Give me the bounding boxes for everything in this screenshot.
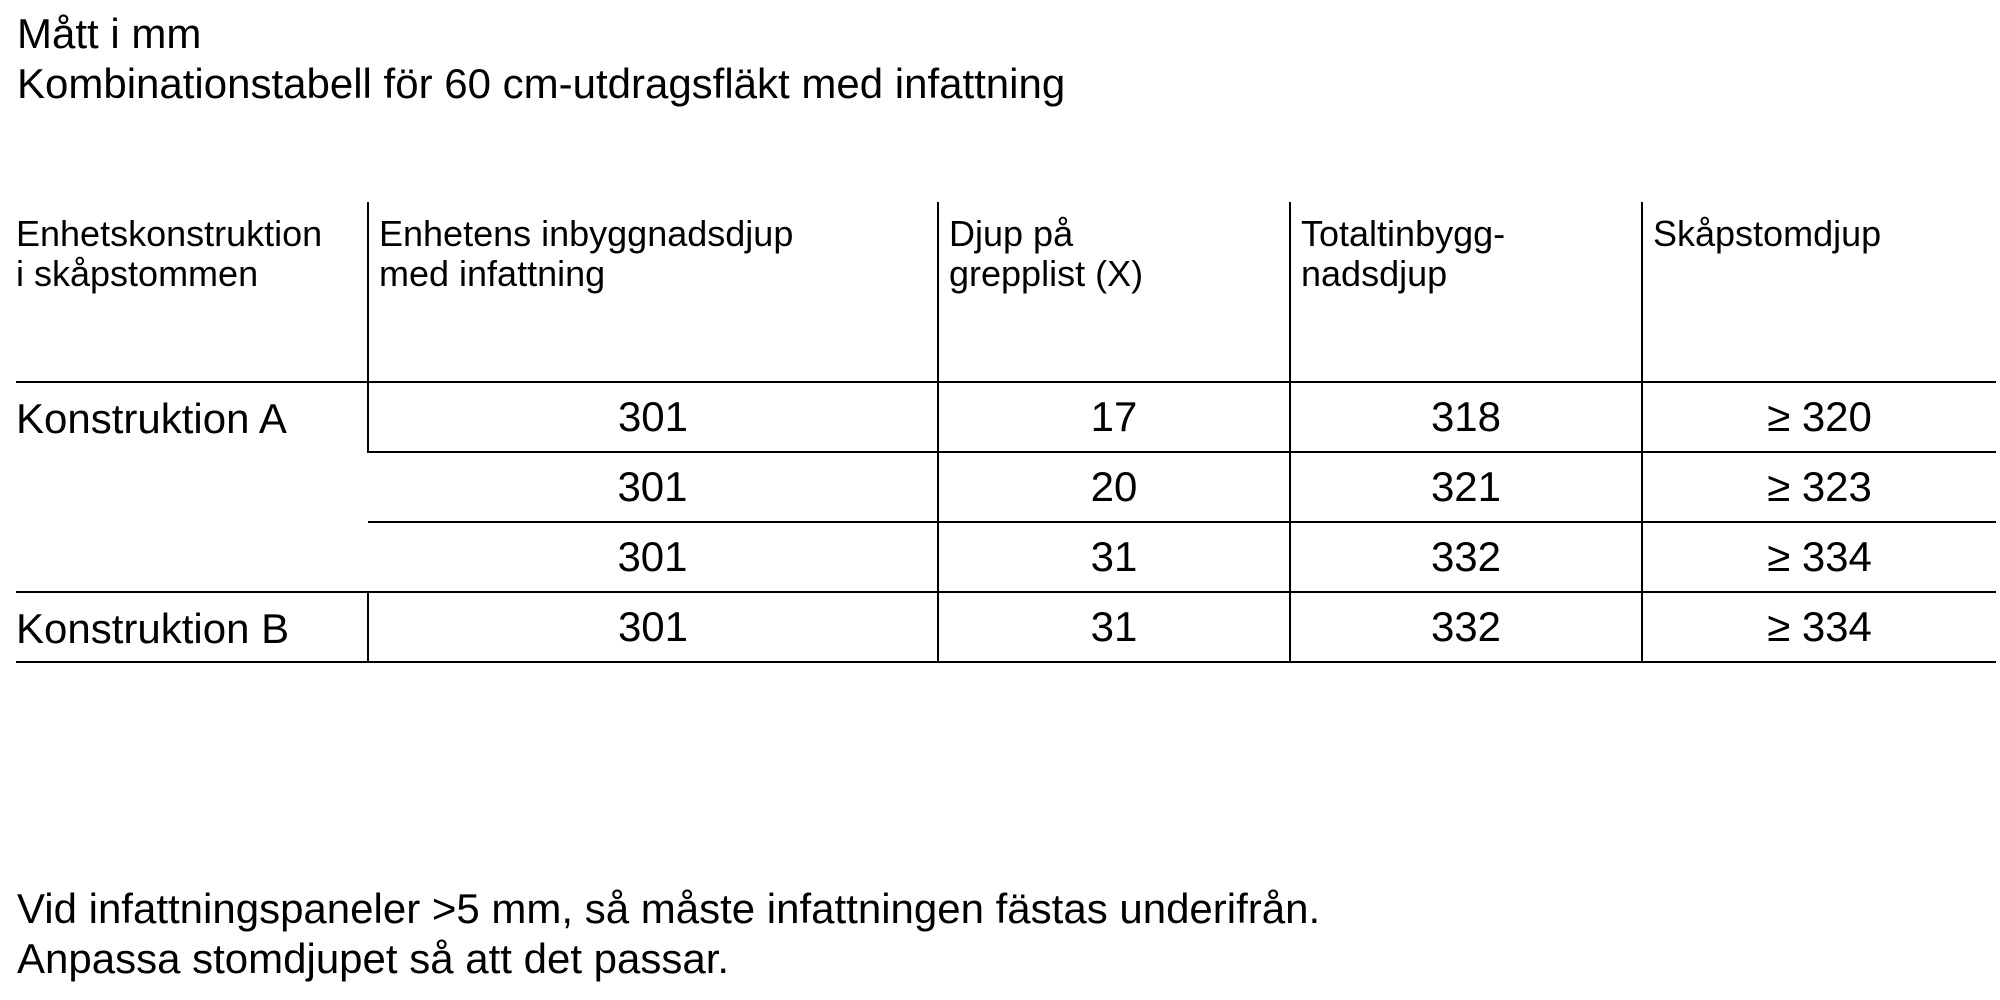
table-title: Kombinationstabell för 60 cm-utdragsfläkt med infattning [17,60,1066,107]
table-cell: 318 [1290,382,1642,452]
table-cell: 31 [938,592,1290,662]
group-label-construction-a: Konstruktion A [16,382,368,592]
table-header-row [16,202,1996,382]
column-header-handle-depth: Djup på grepplist (X) [938,202,1290,382]
table-cell: 301 [368,382,938,452]
table-cell: 31 [938,522,1290,592]
table-cell: ≥ 334 [1642,592,1996,662]
table-cell: 332 [1290,592,1642,662]
table-row [16,592,1996,662]
table-cell: 301 [368,522,938,592]
column-header-construction: Enhetskonstruktion i skåpstommen [16,202,368,382]
units-note: Mått i mm [17,10,202,57]
table-cell: 301 [368,452,938,522]
table-cell: 20 [938,452,1290,522]
column-header-total-depth: Totaltinbygg- nadsdjup [1290,202,1642,382]
column-header-cabinet-depth: Skåpstomdjup [1642,202,1996,382]
table-cell: ≥ 320 [1642,382,1996,452]
table-cell: 301 [368,592,938,662]
table-cell: 332 [1290,522,1642,592]
table-cell: ≥ 334 [1642,522,1996,592]
table-row [16,382,1996,452]
table-cell: ≥ 323 [1642,452,1996,522]
adjust-depth-note: Anpassa stomdjupet så att det passar. [17,935,730,982]
mounting-note: Vid infattningspaneler >5 mm, så måste infattningen fästas underifrån. [17,885,1321,932]
column-header-unit-depth: Enhetens inbyggnadsdjup med infattning [368,202,938,382]
table-cell: 17 [938,382,1290,452]
combination-table-container [16,202,1996,663]
group-label-construction-b: Konstruktion B [16,592,368,662]
combination-table [16,202,1996,663]
table-cell: 321 [1290,452,1642,522]
